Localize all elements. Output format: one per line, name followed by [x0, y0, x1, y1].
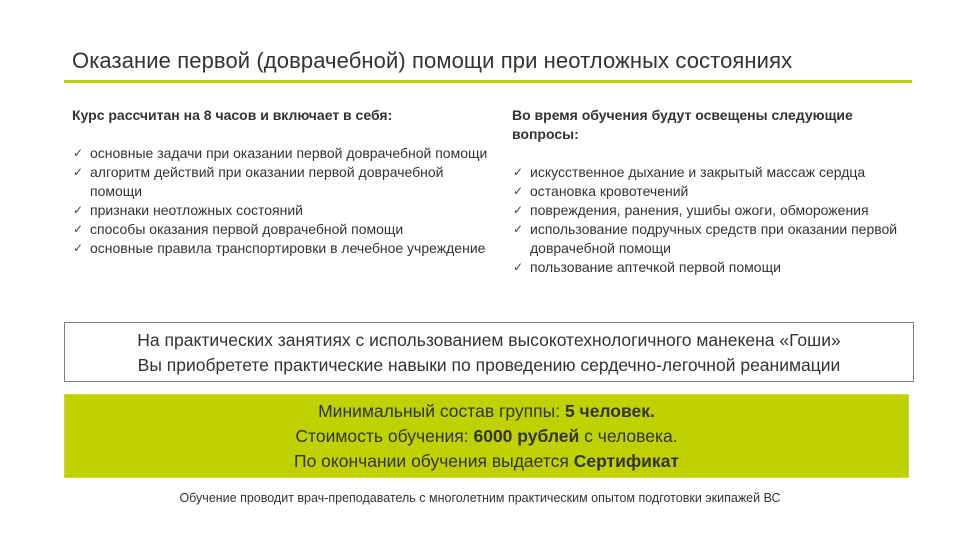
checkmark-icon: ✓: [73, 241, 84, 255]
page-title: Оказание первой (доврачебной) помощи при неотложных состояниях: [72, 48, 793, 73]
checkmark-icon: ✓: [73, 165, 84, 179]
list-item-text: искусственное дыхание и закрытый массаж сердца: [530, 164, 866, 180]
group-size-line: [65, 399, 908, 424]
list-item-text: остановка кровотечений: [530, 183, 689, 199]
checkmark-icon: ✓: [513, 165, 524, 179]
list-item: [512, 258, 912, 277]
training-topics-list: [512, 163, 912, 277]
checkmark-icon: ✓: [73, 222, 84, 236]
checkmark-icon: ✓: [513, 203, 524, 217]
list-item-text: признаки неотложных состояний: [90, 202, 304, 218]
course-contents-column: [72, 106, 492, 258]
practice-line-2: Вы приобретете практические навыки по проведению сердечно-легочной реанимации: [137, 355, 841, 375]
list-item: [512, 163, 912, 182]
title-underline: [64, 80, 912, 83]
list-item-text: основные правила транспортировки в лечебное учреждение: [90, 240, 486, 256]
checkmark-icon: ✓: [73, 203, 84, 217]
price-value: 6000 рублей: [473, 426, 580, 446]
checkmark-icon: ✓: [513, 184, 524, 198]
checkmark-icon: ✓: [73, 146, 84, 160]
conditions-box: [64, 394, 909, 478]
list-item: [72, 220, 492, 239]
certificate-label: По окончании обучения выдается: [293, 451, 574, 471]
practice-line-1: На практических занятиях с использованием высокотехнологичного манекена «Гоши»: [137, 330, 841, 350]
list-item-text: использование подручных средств при оказании первой доврачебной помощи: [530, 221, 898, 256]
certificate-line: [65, 449, 908, 474]
price-suffix: с человека.: [579, 426, 678, 446]
list-item: [512, 220, 912, 258]
list-item-text: пользование аптечкой первой помощи: [530, 259, 781, 275]
training-topics-column: [512, 106, 912, 277]
instructor-note: Обучение проводит врач-преподаватель с многолетним практическим опытом подготовки экипажей ВС: [179, 491, 781, 505]
course-contents-list: [72, 144, 492, 258]
list-item: [72, 239, 492, 258]
checkmark-icon: ✓: [513, 260, 524, 274]
list-item: [72, 144, 492, 163]
list-item-text: повреждения, ранения, ушибы ожоги, обморожения: [530, 202, 869, 218]
checkmark-icon: ✓: [513, 222, 524, 236]
training-topics-heading: Во время обучения будут освещены следующие вопросы:: [512, 107, 853, 142]
list-item-text: алгоритм действий при оказании первой доврачебной помощи: [90, 164, 444, 199]
practice-info-box: [64, 322, 914, 382]
list-item: [72, 201, 492, 220]
list-item-text: основные задачи при оказании первой доврачебной помощи: [90, 145, 488, 161]
price-line: [65, 424, 908, 449]
list-item: [72, 163, 492, 201]
list-item-text: способы оказания первой доврачебной помощи: [90, 221, 404, 237]
group-size-label: Минимальный состав группы:: [318, 401, 565, 421]
price-label: Стоимость обучения:: [295, 426, 474, 446]
group-size-value: 5 человек.: [564, 401, 655, 421]
list-item: [512, 201, 912, 220]
course-contents-heading: Курс рассчитан на 8 часов и включает в себя:: [72, 107, 393, 123]
certificate-value: Сертификат: [573, 451, 679, 471]
list-item: [512, 182, 912, 201]
